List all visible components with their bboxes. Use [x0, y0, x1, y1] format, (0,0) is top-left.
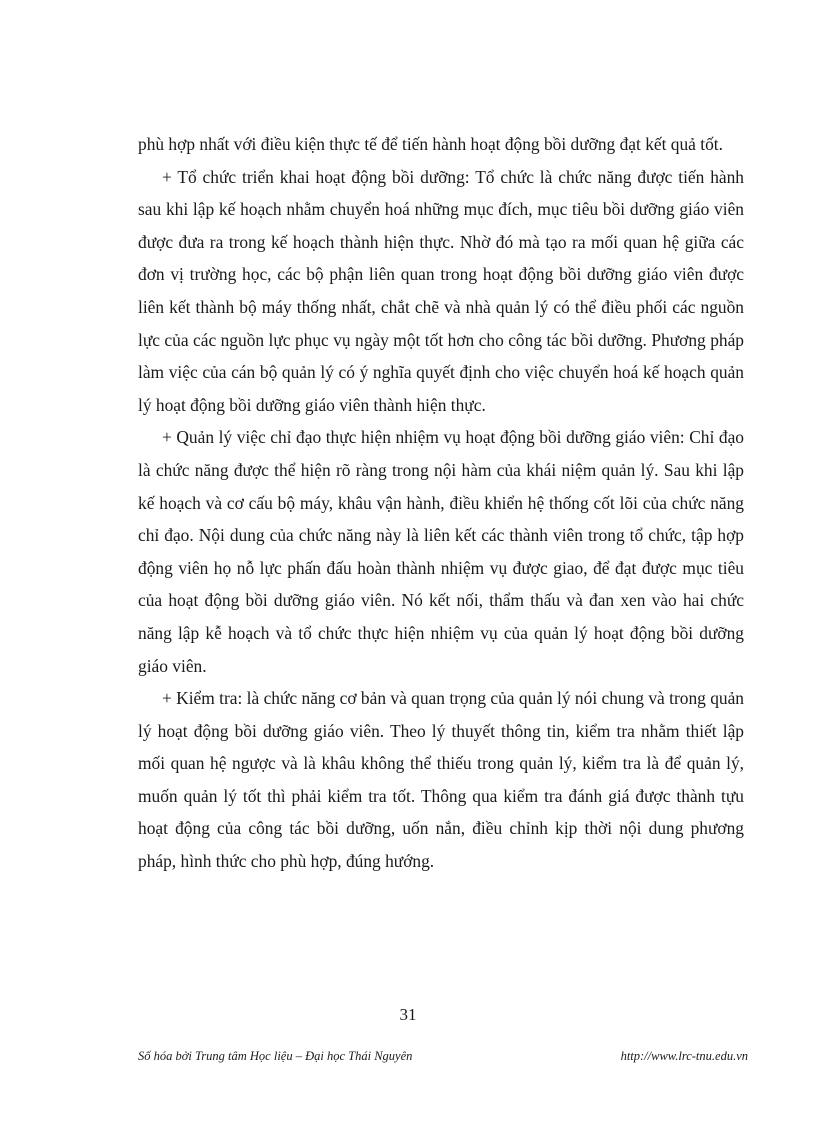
body-text	[138, 128, 744, 878]
page-footer	[138, 1046, 748, 1066]
footer-attribution: Số hóa bởi Trung tâm Học liệu – Đại học Thái Nguyên	[138, 1049, 413, 1063]
paragraph-inspection: + Kiểm tra: là chức năng cơ bản và quan trọng của quản lý nói chung và trong quản lý hoạt động bồi dưỡng giáo viên. Theo lý thuyết thông tin, kiểm tra nhằm thiết lập mối quan hệ ngược và là khâu không thể thiếu trong quản lý, kiểm tra là để quản lý, muốn quản lý tốt thì phải kiểm tra tốt. Thông qua kiểm tra đánh giá được thành tựu hoạt động của công tác bồi dưỡng, uốn nắn, điều chỉnh kịp thời nội dung phương pháp, hình thức cho phù hợp, đúng hướng.	[138, 688, 744, 872]
paragraph-organization: + Tổ chức triển khai hoạt động bồi dưỡng: Tổ chức là chức năng được tiến hành sau khi lập kế hoạch nhằm chuyển hoá những mục đích, mục tiêu bồi dưỡng giáo viên được đưa ra trong kế hoạch thành hiện thực. Nhờ đó mà tạo ra mối quan hệ giữa các đơn vị trường học, các bộ phận liên quan trong hoạt động bồi dưỡng giáo viên được liên kết thành bộ máy thống nhất, chắt chẽ và nhà quản lý có thể điều phối các nguồn lực của các nguồn lực phục vụ ngày một tốt hơn cho công tác bồi dưỡng. Phương pháp làm việc của cán bộ quản lý có ý nghĩa quyết định cho việc chuyển hoá kế hoạch quản lý hoạt động bồi dưỡng giáo viên thành hiện thực.	[138, 166, 744, 415]
page-number: 31	[399, 1005, 417, 1024]
paragraph-direction: + Quản lý việc chỉ đạo thực hiện nhiệm vụ hoạt động bồi dưỡng giáo viên: Chỉ đạo là chức năng được thể hiện rõ ràng trong nội hàm của khái niệm quản lý. Sau khi lập kế hoạch và cơ cấu bộ máy, khâu vận hành, điều khiển hệ thống cốt lõi của chức năng chỉ đạo. Nội dung của chức năng này là liên kết các thành viên trong tổ chức, tập hợp động viên họ nỗ lực phấn đấu hoàn thành nhiệm vụ được giao, để đạt được mục tiêu của hoạt động bồi dưỡng giáo viên. Nó kết nối, thẩm thấu và đan xen vào hai chức năng lập kễ hoạch và tổ chức thực hiện nhiệm vụ của quản lý hoạt động bồi dưỡng giáo viên.	[138, 427, 744, 676]
paragraph-continuation: phù hợp nhất với điều kiện thực tế để tiến hành hoạt động bồi dưỡng đạt kết quả tốt.	[138, 134, 723, 154]
footer-url: http://www.lrc-tnu.edu.vn	[620, 1049, 748, 1063]
